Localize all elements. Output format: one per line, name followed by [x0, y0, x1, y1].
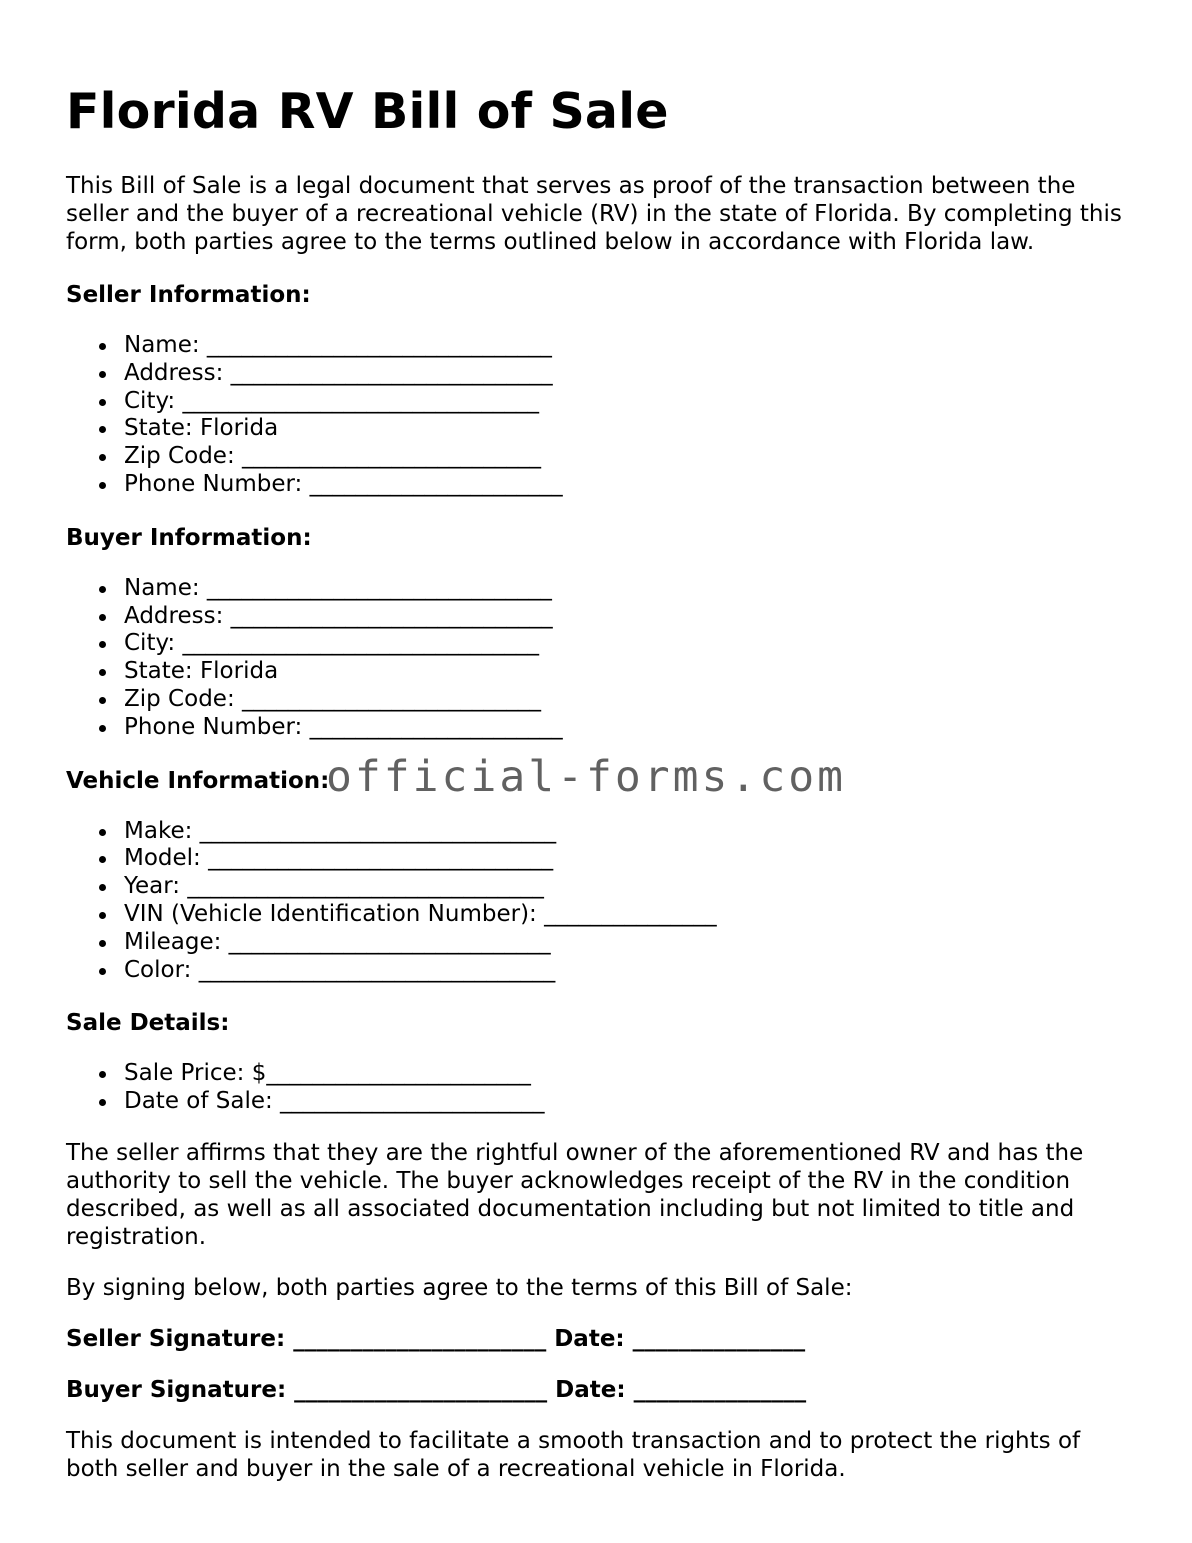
document-title: Florida RV Bill of Sale — [66, 83, 669, 140]
vehicle-model-field[interactable]: Model: ______________________________ — [124, 845, 1126, 873]
seller-name-field[interactable]: Name: ______________________________ — [124, 332, 1126, 360]
vehicle-vin-field[interactable]: VIN (Vehicle Identification Number): _______________ — [124, 901, 1126, 929]
seller-zip-field[interactable]: Zip Code: __________________________ — [124, 443, 1126, 471]
buyer-signature-line[interactable]: Buyer Signature: ______________________ Date: _______________ — [66, 1376, 807, 1403]
affirmation-paragraph: The seller affirms that they are the rightful owner of the aforementioned RV and has the authority to sell the vehicle. The buyer acknowledges receipt of the RV in the condition described, as well as all associated documentation including but not limited to title and registration. — [66, 1139, 1084, 1250]
buyer-phone-field[interactable]: Phone Number: ______________________ — [124, 714, 1126, 742]
seller-phone-field[interactable]: Phone Number: ______________________ — [124, 471, 1126, 499]
sale-price-field[interactable]: Sale Price: $_______________________ — [124, 1060, 1126, 1088]
vehicle-mileage-field[interactable]: Mileage: ____________________________ — [124, 929, 1126, 957]
vehicle-make-field[interactable]: Make: _______________________________ — [124, 818, 1126, 846]
vehicle-fields-list — [66, 818, 1126, 985]
closing-paragraph: This document is intended to facilitate a smooth transaction and to protect the rights of both seller and buyer in the sale of a recreational vehicle in Florida. — [66, 1427, 1081, 1482]
seller-state-field: State: Florida — [124, 415, 1126, 443]
seller-fields-list — [66, 332, 1126, 499]
sale-section-heading: Sale Details: — [66, 1010, 230, 1037]
buyer-section-heading: Buyer Information: — [66, 524, 312, 551]
vehicle-year-field[interactable]: Year: _______________________________ — [124, 873, 1126, 901]
buyer-name-field[interactable]: Name: ______________________________ — [124, 575, 1126, 603]
seller-section-heading: Seller Information: — [66, 282, 311, 308]
buyer-state-field: State: Florida — [124, 658, 1126, 686]
buyer-city-field[interactable]: City: _______________________________ — [124, 630, 1126, 658]
agreement-paragraph: By signing below, both parties agree to the terms of this Bill of Sale: — [66, 1274, 853, 1301]
vehicle-color-field[interactable]: Color: _______________________________ — [124, 957, 1126, 985]
sale-date-field[interactable]: Date of Sale: _______________________ — [124, 1088, 1126, 1116]
buyer-address-field[interactable]: Address: ____________________________ — [124, 603, 1126, 631]
sale-fields-list — [66, 1060, 1126, 1116]
buyer-zip-field[interactable]: Zip Code: __________________________ — [124, 686, 1126, 714]
seller-signature-line[interactable]: Seller Signature: ______________________ Date: _______________ — [66, 1325, 806, 1352]
buyer-fields-list — [66, 575, 1126, 742]
seller-city-field[interactable]: City: _______________________________ — [124, 388, 1126, 416]
watermark-text: official-forms.com — [326, 752, 846, 802]
seller-address-field[interactable]: Address: ____________________________ — [124, 360, 1126, 388]
intro-paragraph: This Bill of Sale is a legal document that serves as proof of the transaction between the seller and the buyer of a recreational vehicle (RV) in the state of Florida. By completing this form, both parties agree to the terms outlined below in accordance with Florida law. — [66, 173, 1122, 255]
vehicle-section-heading: Vehicle Information: — [66, 767, 330, 794]
